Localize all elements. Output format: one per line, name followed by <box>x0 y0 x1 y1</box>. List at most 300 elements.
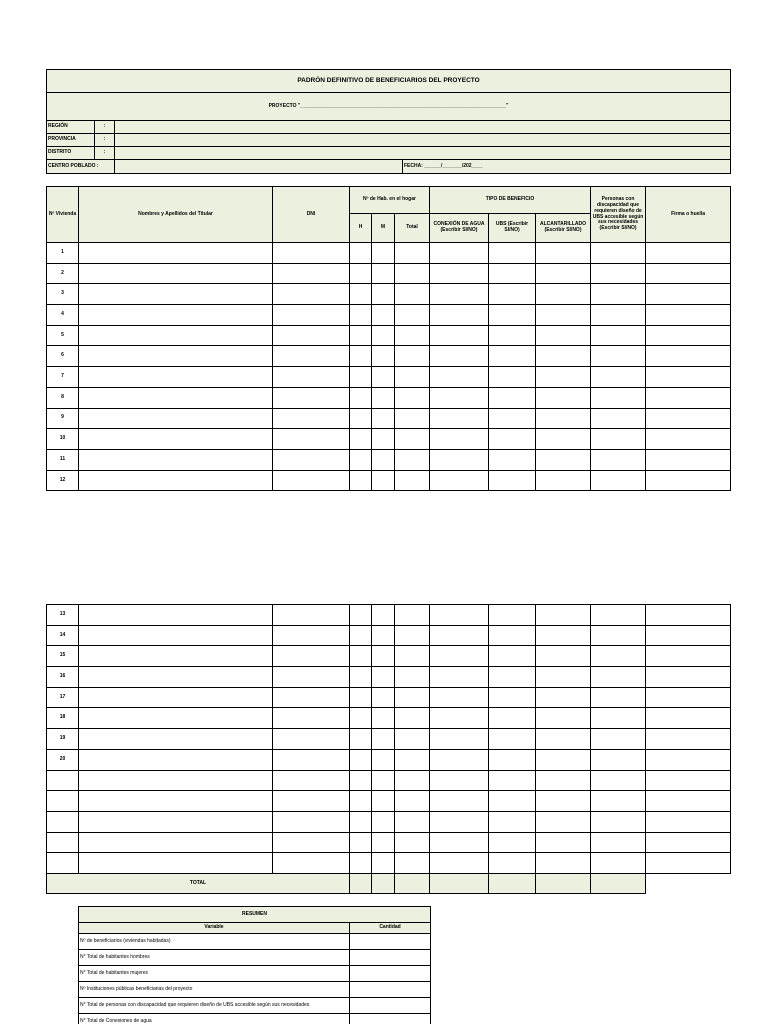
alcantarillado-cell[interactable] <box>536 811 591 832</box>
total-cell[interactable] <box>395 625 430 646</box>
dni-cell[interactable] <box>273 408 350 429</box>
ubs-cell[interactable] <box>489 667 536 688</box>
discapacidad-cell[interactable] <box>591 346 646 367</box>
header-vivienda: Nº Vivienda <box>47 187 79 243</box>
nombres-cell[interactable] <box>79 687 273 708</box>
conexion-cell[interactable] <box>430 605 489 626</box>
firma-cell[interactable] <box>646 305 731 326</box>
table-row <box>47 770 731 791</box>
conexion-cell[interactable] <box>430 646 489 667</box>
dni-cell[interactable] <box>273 667 350 688</box>
firma-cell[interactable] <box>646 470 731 491</box>
total-cell[interactable] <box>395 408 430 429</box>
summary-col-cantidad: Cantidad <box>350 923 431 934</box>
summary-cantidad-field[interactable] <box>350 934 431 950</box>
distrito-colon: : <box>95 147 115 160</box>
ubs-cell[interactable] <box>489 832 536 853</box>
total-cell[interactable] <box>395 667 430 688</box>
summary-cantidad-field[interactable] <box>350 950 431 966</box>
total-cell[interactable] <box>395 791 430 812</box>
alcantarillado-cell[interactable] <box>536 408 591 429</box>
discapacidad-cell[interactable] <box>591 687 646 708</box>
ubs-cell[interactable] <box>489 625 536 646</box>
m-cell[interactable] <box>372 625 395 646</box>
alcantarillado-cell[interactable] <box>536 387 591 408</box>
discapacidad-cell[interactable] <box>591 625 646 646</box>
total-discapacidad-cell[interactable] <box>591 873 646 893</box>
total-empty-cell <box>646 873 731 893</box>
conexion-cell[interactable] <box>430 811 489 832</box>
nombres-cell[interactable] <box>79 770 273 791</box>
h-cell[interactable] <box>350 853 372 874</box>
dni-cell[interactable] <box>273 749 350 770</box>
m-cell[interactable] <box>372 605 395 626</box>
total-alcantarillado-cell[interactable] <box>536 873 591 893</box>
alcantarillado-cell[interactable] <box>536 243 591 264</box>
m-cell[interactable] <box>372 770 395 791</box>
nombres-cell[interactable] <box>79 832 273 853</box>
firma-cell[interactable] <box>646 770 731 791</box>
firma-cell[interactable] <box>646 646 731 667</box>
summary-row <box>79 998 431 1014</box>
firma-cell[interactable] <box>646 408 731 429</box>
conexion-cell[interactable] <box>430 832 489 853</box>
nombres-cell[interactable] <box>79 708 273 729</box>
conexion-cell[interactable] <box>430 367 489 388</box>
conexion-cell[interactable] <box>430 791 489 812</box>
h-cell[interactable] <box>350 708 372 729</box>
discapacidad-cell[interactable] <box>591 605 646 626</box>
firma-cell[interactable] <box>646 346 731 367</box>
ubs-cell[interactable] <box>489 408 536 429</box>
firma-cell[interactable] <box>646 687 731 708</box>
discapacidad-cell[interactable] <box>591 646 646 667</box>
m-cell[interactable] <box>372 367 395 388</box>
m-cell[interactable] <box>372 832 395 853</box>
ubs-cell[interactable] <box>489 687 536 708</box>
total-cell[interactable] <box>395 284 430 305</box>
conexion-cell[interactable] <box>430 749 489 770</box>
alcantarillado-cell[interactable] <box>536 729 591 750</box>
vivienda-number: 2 <box>47 263 79 284</box>
discapacidad-cell[interactable] <box>591 470 646 491</box>
discapacidad-cell[interactable] <box>591 811 646 832</box>
ubs-cell[interactable] <box>489 305 536 326</box>
m-cell[interactable] <box>372 243 395 264</box>
dni-cell[interactable] <box>273 832 350 853</box>
nombres-cell[interactable] <box>79 305 273 326</box>
alcantarillado-cell[interactable] <box>536 749 591 770</box>
conexion-cell[interactable] <box>430 449 489 470</box>
discapacidad-cell[interactable] <box>591 749 646 770</box>
firma-cell[interactable] <box>646 708 731 729</box>
firma-cell[interactable] <box>646 449 731 470</box>
ubs-cell[interactable] <box>489 387 536 408</box>
total-cell[interactable] <box>395 687 430 708</box>
ubs-cell[interactable] <box>489 263 536 284</box>
alcantarillado-cell[interactable] <box>536 305 591 326</box>
provincia-field[interactable] <box>115 134 731 147</box>
dni-cell[interactable] <box>273 263 350 284</box>
firma-cell[interactable] <box>646 832 731 853</box>
summary-row <box>79 1014 431 1024</box>
total-conexion-cell[interactable] <box>430 873 489 893</box>
discapacidad-cell[interactable] <box>591 667 646 688</box>
discapacidad-cell[interactable] <box>591 367 646 388</box>
vivienda-number <box>47 832 79 853</box>
conexion-cell[interactable] <box>430 708 489 729</box>
nombres-cell[interactable] <box>79 387 273 408</box>
discapacidad-cell[interactable] <box>591 770 646 791</box>
table-row <box>47 729 731 750</box>
m-cell[interactable] <box>372 687 395 708</box>
m-cell[interactable] <box>372 346 395 367</box>
beneficiaries-table <box>46 186 731 491</box>
total-cell[interactable] <box>395 367 430 388</box>
alcantarillado-cell[interactable] <box>536 791 591 812</box>
dni-cell[interactable] <box>273 811 350 832</box>
nombres-cell[interactable] <box>79 449 273 470</box>
conexion-cell[interactable] <box>430 667 489 688</box>
dni-cell[interactable] <box>273 708 350 729</box>
nombres-cell[interactable] <box>79 625 273 646</box>
ubs-cell[interactable] <box>489 284 536 305</box>
h-cell[interactable] <box>350 387 372 408</box>
discapacidad-cell[interactable] <box>591 284 646 305</box>
ubs-cell[interactable] <box>489 449 536 470</box>
firma-cell[interactable] <box>646 325 731 346</box>
m-cell[interactable] <box>372 811 395 832</box>
total-cell[interactable] <box>395 325 430 346</box>
alcantarillado-cell[interactable] <box>536 687 591 708</box>
summary-cantidad-field[interactable] <box>350 1014 431 1024</box>
conexion-cell[interactable] <box>430 429 489 450</box>
firma-cell[interactable] <box>646 387 731 408</box>
h-cell[interactable] <box>350 646 372 667</box>
total-h-cell[interactable] <box>350 873 372 893</box>
ubs-cell[interactable] <box>489 770 536 791</box>
h-cell[interactable] <box>350 687 372 708</box>
alcantarillado-cell[interactable] <box>536 832 591 853</box>
dni-cell[interactable] <box>273 729 350 750</box>
total-cell[interactable] <box>395 853 430 874</box>
alcantarillado-cell[interactable] <box>536 605 591 626</box>
project-line: PROYECTO "__________________________________________________________________________" <box>47 93 731 121</box>
ubs-cell[interactable] <box>489 749 536 770</box>
ubs-cell[interactable] <box>489 646 536 667</box>
m-cell[interactable] <box>372 729 395 750</box>
m-cell[interactable] <box>372 325 395 346</box>
total-cell[interactable] <box>395 305 430 326</box>
h-cell[interactable] <box>350 791 372 812</box>
table-row <box>47 367 731 388</box>
vivienda-number: 8 <box>47 387 79 408</box>
discapacidad-cell[interactable] <box>591 429 646 450</box>
conexion-cell[interactable] <box>430 408 489 429</box>
ubs-cell[interactable] <box>489 811 536 832</box>
firma-cell[interactable] <box>646 791 731 812</box>
table-row <box>47 832 731 853</box>
ubs-cell[interactable] <box>489 367 536 388</box>
nombres-cell[interactable] <box>79 346 273 367</box>
conexion-cell[interactable] <box>430 346 489 367</box>
alcantarillado-cell[interactable] <box>536 625 591 646</box>
header-m: M <box>372 214 395 243</box>
discapacidad-cell[interactable] <box>591 449 646 470</box>
discapacidad-cell[interactable] <box>591 408 646 429</box>
m-cell[interactable] <box>372 853 395 874</box>
total-cell[interactable] <box>395 832 430 853</box>
firma-cell[interactable] <box>646 811 731 832</box>
conexion-cell[interactable] <box>430 387 489 408</box>
total-cell[interactable] <box>395 729 430 750</box>
h-cell[interactable] <box>350 667 372 688</box>
discapacidad-cell[interactable] <box>591 729 646 750</box>
nombres-cell[interactable] <box>79 367 273 388</box>
nombres-cell[interactable] <box>79 263 273 284</box>
firma-cell[interactable] <box>646 367 731 388</box>
m-cell[interactable] <box>372 749 395 770</box>
total-label: TOTAL <box>47 873 350 893</box>
m-cell[interactable] <box>372 263 395 284</box>
nombres-cell[interactable] <box>79 429 273 450</box>
ubs-cell[interactable] <box>489 853 536 874</box>
alcantarillado-cell[interactable] <box>536 708 591 729</box>
dni-cell[interactable] <box>273 367 350 388</box>
header-ubs: UBS (Escribir SI/NO) <box>489 214 536 243</box>
total-cell[interactable] <box>395 749 430 770</box>
firma-cell[interactable] <box>646 284 731 305</box>
nombres-cell[interactable] <box>79 791 273 812</box>
total-cell[interactable] <box>395 708 430 729</box>
form-title: PADRÓN DEFINITIVO DE BENEFICIARIOS DEL PROYECTO <box>47 70 731 93</box>
dni-cell[interactable] <box>273 625 350 646</box>
firma-cell[interactable] <box>646 605 731 626</box>
firma-cell[interactable] <box>646 749 731 770</box>
ubs-cell[interactable] <box>489 791 536 812</box>
h-cell[interactable] <box>350 832 372 853</box>
nombres-cell[interactable] <box>79 667 273 688</box>
total-cell[interactable] <box>395 605 430 626</box>
total-cell[interactable] <box>395 263 430 284</box>
h-cell[interactable] <box>350 811 372 832</box>
table-row <box>47 346 731 367</box>
vivienda-number <box>47 791 79 812</box>
vivienda-number: 13 <box>47 605 79 626</box>
total-cell[interactable] <box>395 646 430 667</box>
alcantarillado-cell[interactable] <box>536 429 591 450</box>
discapacidad-cell[interactable] <box>591 708 646 729</box>
total-cell[interactable] <box>395 811 430 832</box>
discapacidad-cell[interactable] <box>591 325 646 346</box>
dni-cell[interactable] <box>273 387 350 408</box>
discapacidad-cell[interactable] <box>591 832 646 853</box>
h-cell[interactable] <box>350 770 372 791</box>
ubs-cell[interactable] <box>489 729 536 750</box>
conexion-cell[interactable] <box>430 325 489 346</box>
total-total-cell[interactable] <box>395 873 430 893</box>
header-dni: DNI <box>273 187 350 243</box>
total-row <box>47 873 731 893</box>
h-cell[interactable] <box>350 263 372 284</box>
nombres-cell[interactable] <box>79 408 273 429</box>
ubs-cell[interactable] <box>489 325 536 346</box>
m-cell[interactable] <box>372 449 395 470</box>
m-cell[interactable] <box>372 708 395 729</box>
conexion-cell[interactable] <box>430 770 489 791</box>
dni-cell[interactable] <box>273 429 350 450</box>
dni-cell[interactable] <box>273 284 350 305</box>
h-cell[interactable] <box>350 367 372 388</box>
ubs-cell[interactable] <box>489 429 536 450</box>
vivienda-number: 19 <box>47 729 79 750</box>
dni-cell[interactable] <box>273 791 350 812</box>
h-cell[interactable] <box>350 325 372 346</box>
conexion-cell[interactable] <box>430 284 489 305</box>
alcantarillado-cell[interactable] <box>536 346 591 367</box>
total-cell[interactable] <box>395 387 430 408</box>
m-cell[interactable] <box>372 387 395 408</box>
alcantarillado-cell[interactable] <box>536 367 591 388</box>
dni-cell[interactable] <box>273 646 350 667</box>
h-cell[interactable] <box>350 243 372 264</box>
nombres-cell[interactable] <box>79 749 273 770</box>
firma-cell[interactable] <box>646 263 731 284</box>
header-nombres: Nombres y Apellidos del Titular <box>79 187 273 243</box>
ubs-cell[interactable] <box>489 708 536 729</box>
dni-cell[interactable] <box>273 687 350 708</box>
m-cell[interactable] <box>372 429 395 450</box>
dni-cell[interactable] <box>273 770 350 791</box>
conexion-cell[interactable] <box>430 853 489 874</box>
dni-cell[interactable] <box>273 853 350 874</box>
summary-row <box>79 982 431 998</box>
nombres-cell[interactable] <box>79 325 273 346</box>
m-cell[interactable] <box>372 284 395 305</box>
m-cell[interactable] <box>372 470 395 491</box>
discapacidad-cell[interactable] <box>591 263 646 284</box>
m-cell[interactable] <box>372 667 395 688</box>
nombres-cell[interactable] <box>79 605 273 626</box>
dni-cell[interactable] <box>273 449 350 470</box>
alcantarillado-cell[interactable] <box>536 470 591 491</box>
h-cell[interactable] <box>350 408 372 429</box>
m-cell[interactable] <box>372 791 395 812</box>
firma-cell[interactable] <box>646 243 731 264</box>
conexion-cell[interactable] <box>430 687 489 708</box>
h-cell[interactable] <box>350 346 372 367</box>
conexion-cell[interactable] <box>430 625 489 646</box>
h-cell[interactable] <box>350 449 372 470</box>
total-cell[interactable] <box>395 770 430 791</box>
m-cell[interactable] <box>372 305 395 326</box>
distrito-field[interactable] <box>115 147 731 160</box>
dni-cell[interactable] <box>273 305 350 326</box>
firma-cell[interactable] <box>646 853 731 874</box>
total-cell[interactable] <box>395 429 430 450</box>
total-cell[interactable] <box>395 243 430 264</box>
h-cell[interactable] <box>350 729 372 750</box>
m-cell[interactable] <box>372 408 395 429</box>
alcantarillado-cell[interactable] <box>536 325 591 346</box>
alcantarillado-cell[interactable] <box>536 449 591 470</box>
h-cell[interactable] <box>350 625 372 646</box>
discapacidad-cell[interactable] <box>591 243 646 264</box>
nombres-cell[interactable] <box>79 811 273 832</box>
total-cell[interactable] <box>395 470 430 491</box>
alcantarillado-cell[interactable] <box>536 770 591 791</box>
region-field[interactable] <box>115 121 731 134</box>
total-m-cell[interactable] <box>372 873 395 893</box>
conexion-cell[interactable] <box>430 470 489 491</box>
alcantarillado-cell[interactable] <box>536 853 591 874</box>
dni-cell[interactable] <box>273 346 350 367</box>
total-cell[interactable] <box>395 449 430 470</box>
vivienda-number: 1 <box>47 243 79 264</box>
h-cell[interactable] <box>350 284 372 305</box>
ubs-cell[interactable] <box>489 346 536 367</box>
nombres-cell[interactable] <box>79 646 273 667</box>
h-cell[interactable] <box>350 470 372 491</box>
firma-cell[interactable] <box>646 667 731 688</box>
summary-variable: N° Total de habitantes mujeres <box>79 966 350 982</box>
conexion-cell[interactable] <box>430 243 489 264</box>
fecha-field[interactable]: FECHA: ______/_______/202____ <box>403 160 731 174</box>
firma-cell[interactable] <box>646 625 731 646</box>
summary-cantidad-field[interactable] <box>350 982 431 998</box>
summary-cantidad-field[interactable] <box>350 998 431 1014</box>
total-ubs-cell[interactable] <box>489 873 536 893</box>
conexion-cell[interactable] <box>430 729 489 750</box>
nombres-cell[interactable] <box>79 284 273 305</box>
h-cell[interactable] <box>350 749 372 770</box>
alcantarillado-cell[interactable] <box>536 263 591 284</box>
ubs-cell[interactable] <box>489 605 536 626</box>
conexion-cell[interactable] <box>430 305 489 326</box>
firma-cell[interactable] <box>646 729 731 750</box>
header-firma: Firma o huella <box>646 187 731 243</box>
dni-cell[interactable] <box>273 243 350 264</box>
ubs-cell[interactable] <box>489 243 536 264</box>
nombres-cell[interactable] <box>79 853 273 874</box>
conexion-cell[interactable] <box>430 263 489 284</box>
nombres-cell[interactable] <box>79 243 273 264</box>
discapacidad-cell[interactable] <box>591 387 646 408</box>
alcantarillado-cell[interactable] <box>536 646 591 667</box>
dni-cell[interactable] <box>273 605 350 626</box>
total-cell[interactable] <box>395 346 430 367</box>
dni-cell[interactable] <box>273 325 350 346</box>
m-cell[interactable] <box>372 646 395 667</box>
ubs-cell[interactable] <box>489 470 536 491</box>
h-cell[interactable] <box>350 305 372 326</box>
h-cell[interactable] <box>350 429 372 450</box>
nombres-cell[interactable] <box>79 729 273 750</box>
alcantarillado-cell[interactable] <box>536 667 591 688</box>
centro-poblado-field[interactable] <box>115 160 403 174</box>
discapacidad-cell[interactable] <box>591 853 646 874</box>
h-cell[interactable] <box>350 605 372 626</box>
discapacidad-cell[interactable] <box>591 791 646 812</box>
firma-cell[interactable] <box>646 429 731 450</box>
dni-cell[interactable] <box>273 470 350 491</box>
nombres-cell[interactable] <box>79 470 273 491</box>
centro-poblado-label: CENTRO POBLADO : <box>47 160 115 174</box>
table-row <box>47 470 731 491</box>
alcantarillado-cell[interactable] <box>536 284 591 305</box>
summary-cantidad-field[interactable] <box>350 966 431 982</box>
discapacidad-cell[interactable] <box>591 305 646 326</box>
